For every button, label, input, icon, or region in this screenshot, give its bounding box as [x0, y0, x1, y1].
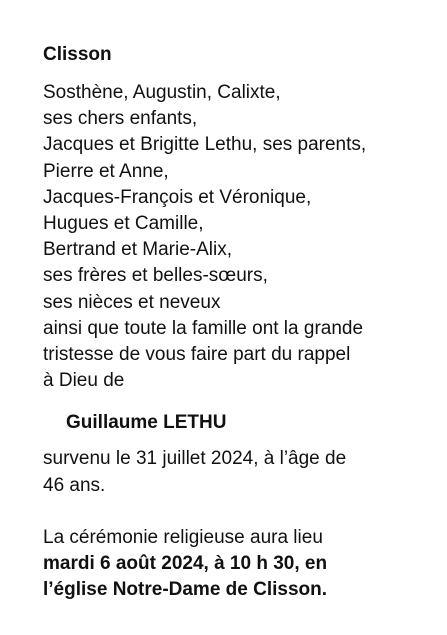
- family-announcement: [43, 80, 438, 394]
- family-line: Jacques-François et Véronique,: [43, 186, 312, 208]
- ceremony-intro: La cérémonie religieuse aura lieu: [43, 526, 323, 548]
- family-line: ses nièces et neveux: [43, 291, 221, 313]
- deceased-name: Guillaume LETHU: [66, 412, 227, 434]
- family-line: ses chers enfants,: [43, 108, 198, 130]
- family-line: Pierre et Anne,: [43, 160, 169, 182]
- notice-location-heading: Clisson: [43, 44, 112, 65]
- death-notice: [43, 42, 438, 603]
- family-line: Hugues et Camille,: [43, 213, 204, 235]
- family-line: Bertrand et Marie-Alix,: [43, 239, 233, 261]
- family-line: ses frères et belles-sœurs,: [43, 265, 268, 287]
- family-line: à Dieu de: [43, 370, 125, 392]
- ceremony-location: l’église Notre-Dame de Clisson.: [43, 579, 328, 601]
- family-line: tristesse de vous faire part du rappel: [43, 344, 351, 366]
- death-line: 46 ans.: [43, 474, 106, 496]
- ceremony-date-time: mardi 6 août 2024, à 10 h 30, en: [43, 553, 328, 575]
- death-details: [43, 446, 438, 498]
- ceremony-details: [43, 525, 438, 604]
- death-line: survenu le 31 juillet 2024, à l’âge de: [43, 448, 347, 470]
- family-line: ainsi que toute la famille ont la grande: [43, 317, 364, 339]
- family-line: Sosthène, Augustin, Calixte,: [43, 82, 281, 103]
- family-line: Jacques et Brigitte Lethu, ses parents,: [43, 134, 367, 156]
